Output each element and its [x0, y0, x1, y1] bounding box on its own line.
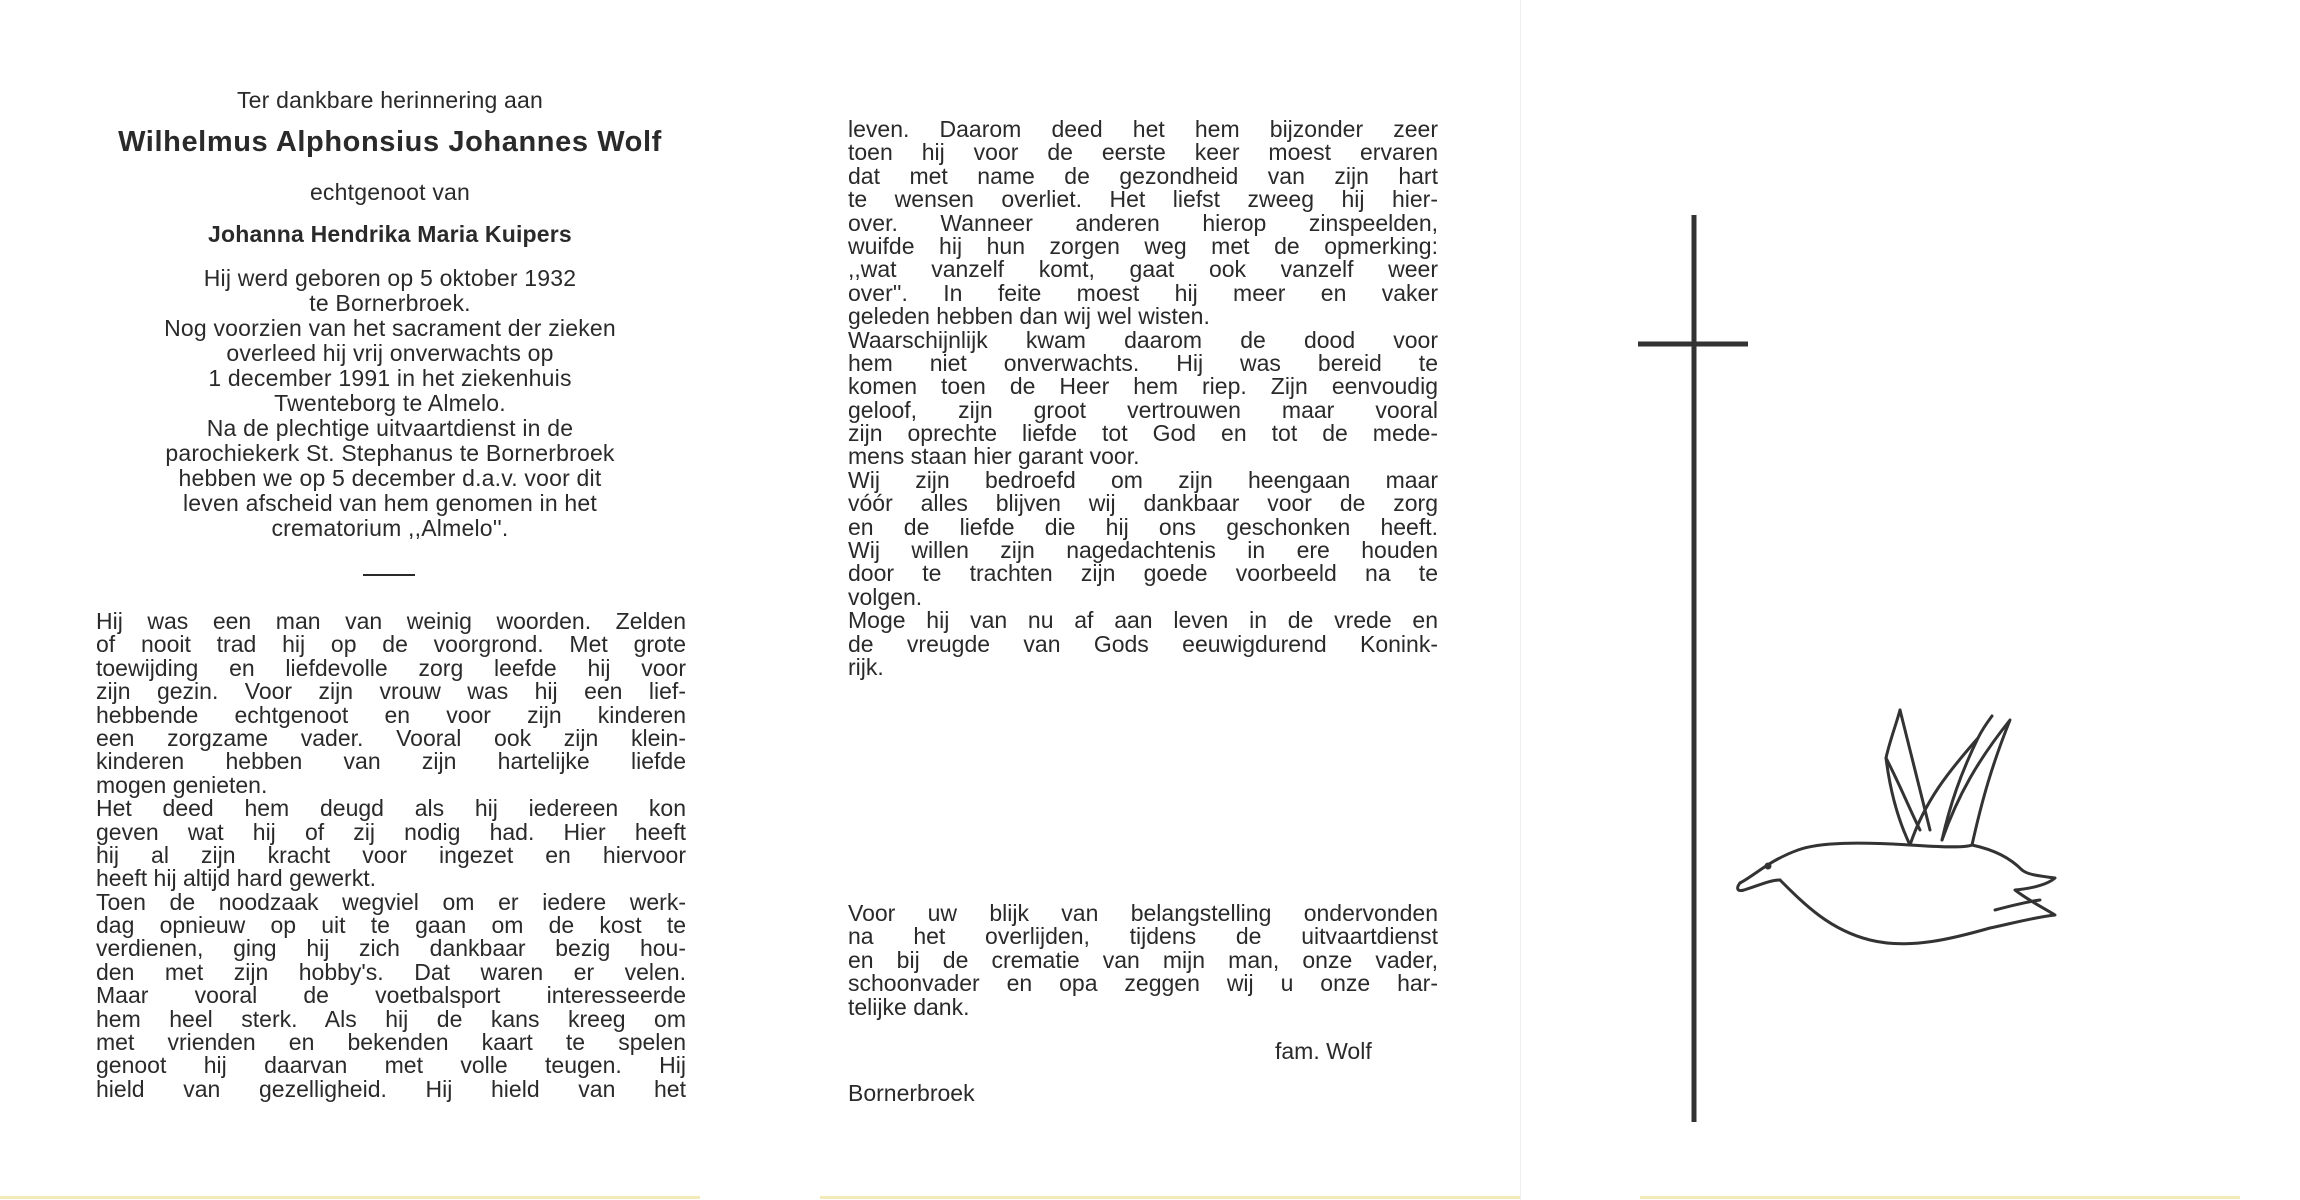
text-line: door te trachten zijn goede voorbeeld na te	[848, 560, 1438, 587]
cross-icon	[1630, 210, 1750, 1130]
text-line: over''. In feite moest hij meer en vaker	[848, 279, 1438, 306]
text-line: wuifde hij hun zorgen weg met de opmerking:	[848, 232, 1438, 259]
text-line: komen toen de Heer hem riep. Zijn eenvoudig	[848, 373, 1438, 400]
text-line: geloof, zijn groot vertrouwen maar vooral	[848, 396, 1438, 423]
text-line: rijk.	[848, 653, 884, 680]
text-line: en bij de crematie van mijn man, onze vader,	[848, 946, 1438, 973]
text-line: over. Wanneer anderen hierop zinspeelden,	[848, 209, 1438, 236]
relation-line: echtgenoot van	[309, 179, 471, 205]
intro-line: Ter dankbare herinnering aan	[236, 87, 544, 113]
deceased-name: Wilhelmus Alphonsius Johannes Wolf	[118, 126, 662, 158]
text-line: mogen genieten.	[96, 771, 268, 798]
text-line: geven wat hij of zij nodig had. Hier heeft	[96, 818, 686, 845]
detail-line: parochiekerk St. Stephanus te Bornerbroek	[165, 440, 615, 466]
text-line: toen hij voor de eerste keer moest ervaren	[848, 139, 1438, 166]
text-line: mens staan hier garant voor.	[848, 443, 1140, 470]
text-line: Het deed hem deugd als hij iedereen kon	[96, 795, 686, 822]
text-line: de vreugde van Gods eeuwigdurend Konink-	[848, 630, 1438, 657]
detail-line: hebben we op 5 december d.a.v. voor dit	[178, 465, 602, 491]
text-line: geleden hebben dan wij wel wisten.	[848, 303, 1210, 330]
paper-edge-mark	[1640, 1196, 2240, 1199]
text-line: Wij zijn bedroefd om zijn heengaan maar	[848, 466, 1438, 493]
family-signature: fam. Wolf	[1275, 1038, 1372, 1064]
text-line: Waarschijnlijk kwam daarom de dood voor	[848, 326, 1438, 353]
text-line: telijke dank.	[848, 993, 970, 1020]
detail-line: overleed hij vrij onverwachts op	[226, 340, 554, 366]
fold-line	[1520, 0, 1521, 1200]
detail-line: te Bornerbroek.	[309, 290, 471, 316]
text-line: of nooit trad hij op de voorgrond. Met grote	[96, 631, 686, 658]
text-line: vóór alles blijven wij dankbaar voor de zorg	[848, 490, 1438, 517]
text-line: leven. Daarom deed het hem bijzonder zeer	[848, 116, 1438, 142]
detail-line: Na de plechtige uitvaartdienst in de	[206, 415, 574, 441]
spouse-name: Johanna Hendrika Maria Kuipers	[208, 221, 572, 247]
place-name: Bornerbroek	[848, 1080, 975, 1106]
text-line: dat met name de gezondheid van zijn hart	[848, 162, 1438, 189]
text-line: heeft hij altijd hard gewerkt.	[96, 865, 376, 892]
text-line: Toen de noodzaak wegviel om er iedere werk-	[96, 888, 686, 915]
card-header	[80, 88, 700, 541]
text-line: verdienen, ging hij zich dankbaar bezig hou-	[96, 935, 686, 962]
detail-line: 1 december 1991 in het ziekenhuis	[208, 365, 572, 391]
text-line: Voor uw blijk van belangstelling ondervonden	[848, 900, 1438, 926]
text-line: na het overlijden, tijdens de uitvaartdienst	[848, 923, 1438, 950]
biography-text	[96, 610, 686, 1101]
text-line: Wij willen zijn nagedachtenis in ere houden	[848, 537, 1438, 564]
text-line: zijn gezin. Voor zijn vrouw was hij een lief-	[96, 678, 686, 705]
text-line: den met zijn hobby's. Dat waren er velen.	[96, 958, 686, 985]
middle-panel	[760, 0, 1520, 1200]
text-line: Maar vooral de voetbalsport interesseerde	[96, 982, 686, 1009]
section-divider	[363, 574, 415, 576]
detail-line: crematorium ,,Almelo''.	[271, 515, 509, 541]
text-line: Moge hij van nu af aan leven in de vrede en	[848, 607, 1438, 634]
text-line: hij al zijn kracht voor ingezet en hiervoor	[96, 841, 686, 868]
text-line: met vrienden en bekenden kaart te spelen	[96, 1029, 686, 1056]
detail-line: Hij werd geboren op 5 oktober 1932	[203, 265, 577, 291]
text-line: te wensen overliet. Het liefst zweeg hij hier-	[848, 186, 1438, 213]
life-details	[80, 266, 700, 541]
biography-continued	[848, 118, 1438, 679]
text-line: schoonvader en opa zeggen wij u onze har-	[848, 970, 1438, 997]
text-line: toewijding en liefdevolle zorg leefde hij voor	[96, 654, 686, 681]
text-line: hem niet onverwachts. Hij was bereid te	[848, 349, 1438, 376]
thank-you-text	[848, 902, 1438, 1019]
text-line: zijn oprechte liefde tot God en tot de mede-	[848, 420, 1438, 447]
text-line: kinderen hebben van zijn hartelijke liefde	[96, 748, 686, 775]
text-line: genoot hij daarvan met volle teugen. Hij	[96, 1052, 686, 1079]
text-line: hebbende echtgenoot en voor zijn kinderen	[96, 701, 686, 728]
text-line: hield van gezelligheid. Hij hield van het	[96, 1075, 686, 1102]
text-line: ,,wat vanzelf komt, gaat ook vanzelf weer	[848, 256, 1438, 283]
dove-icon	[1710, 680, 2070, 980]
detail-line: Twenteborg te Almelo.	[274, 390, 506, 416]
detail-line: Nog voorzien van het sacrament der zieken	[164, 315, 616, 341]
detail-line: leven afscheid van hem genomen in het	[183, 490, 597, 516]
left-panel	[0, 0, 760, 1200]
text-line: dag opnieuw op uit te gaan om de kost te	[96, 912, 686, 939]
text-line: een zorgzame vader. Vooral ook zijn klein-	[96, 724, 686, 751]
text-line: en de liefde die hij ons geschonken heeft.	[848, 513, 1438, 540]
text-line: Hij was een man van weinig woorden. Zelden	[96, 608, 686, 634]
text-line: hem heel sterk. Als hij de kans kreeg om	[96, 1005, 686, 1032]
text-line: volgen.	[848, 583, 923, 610]
